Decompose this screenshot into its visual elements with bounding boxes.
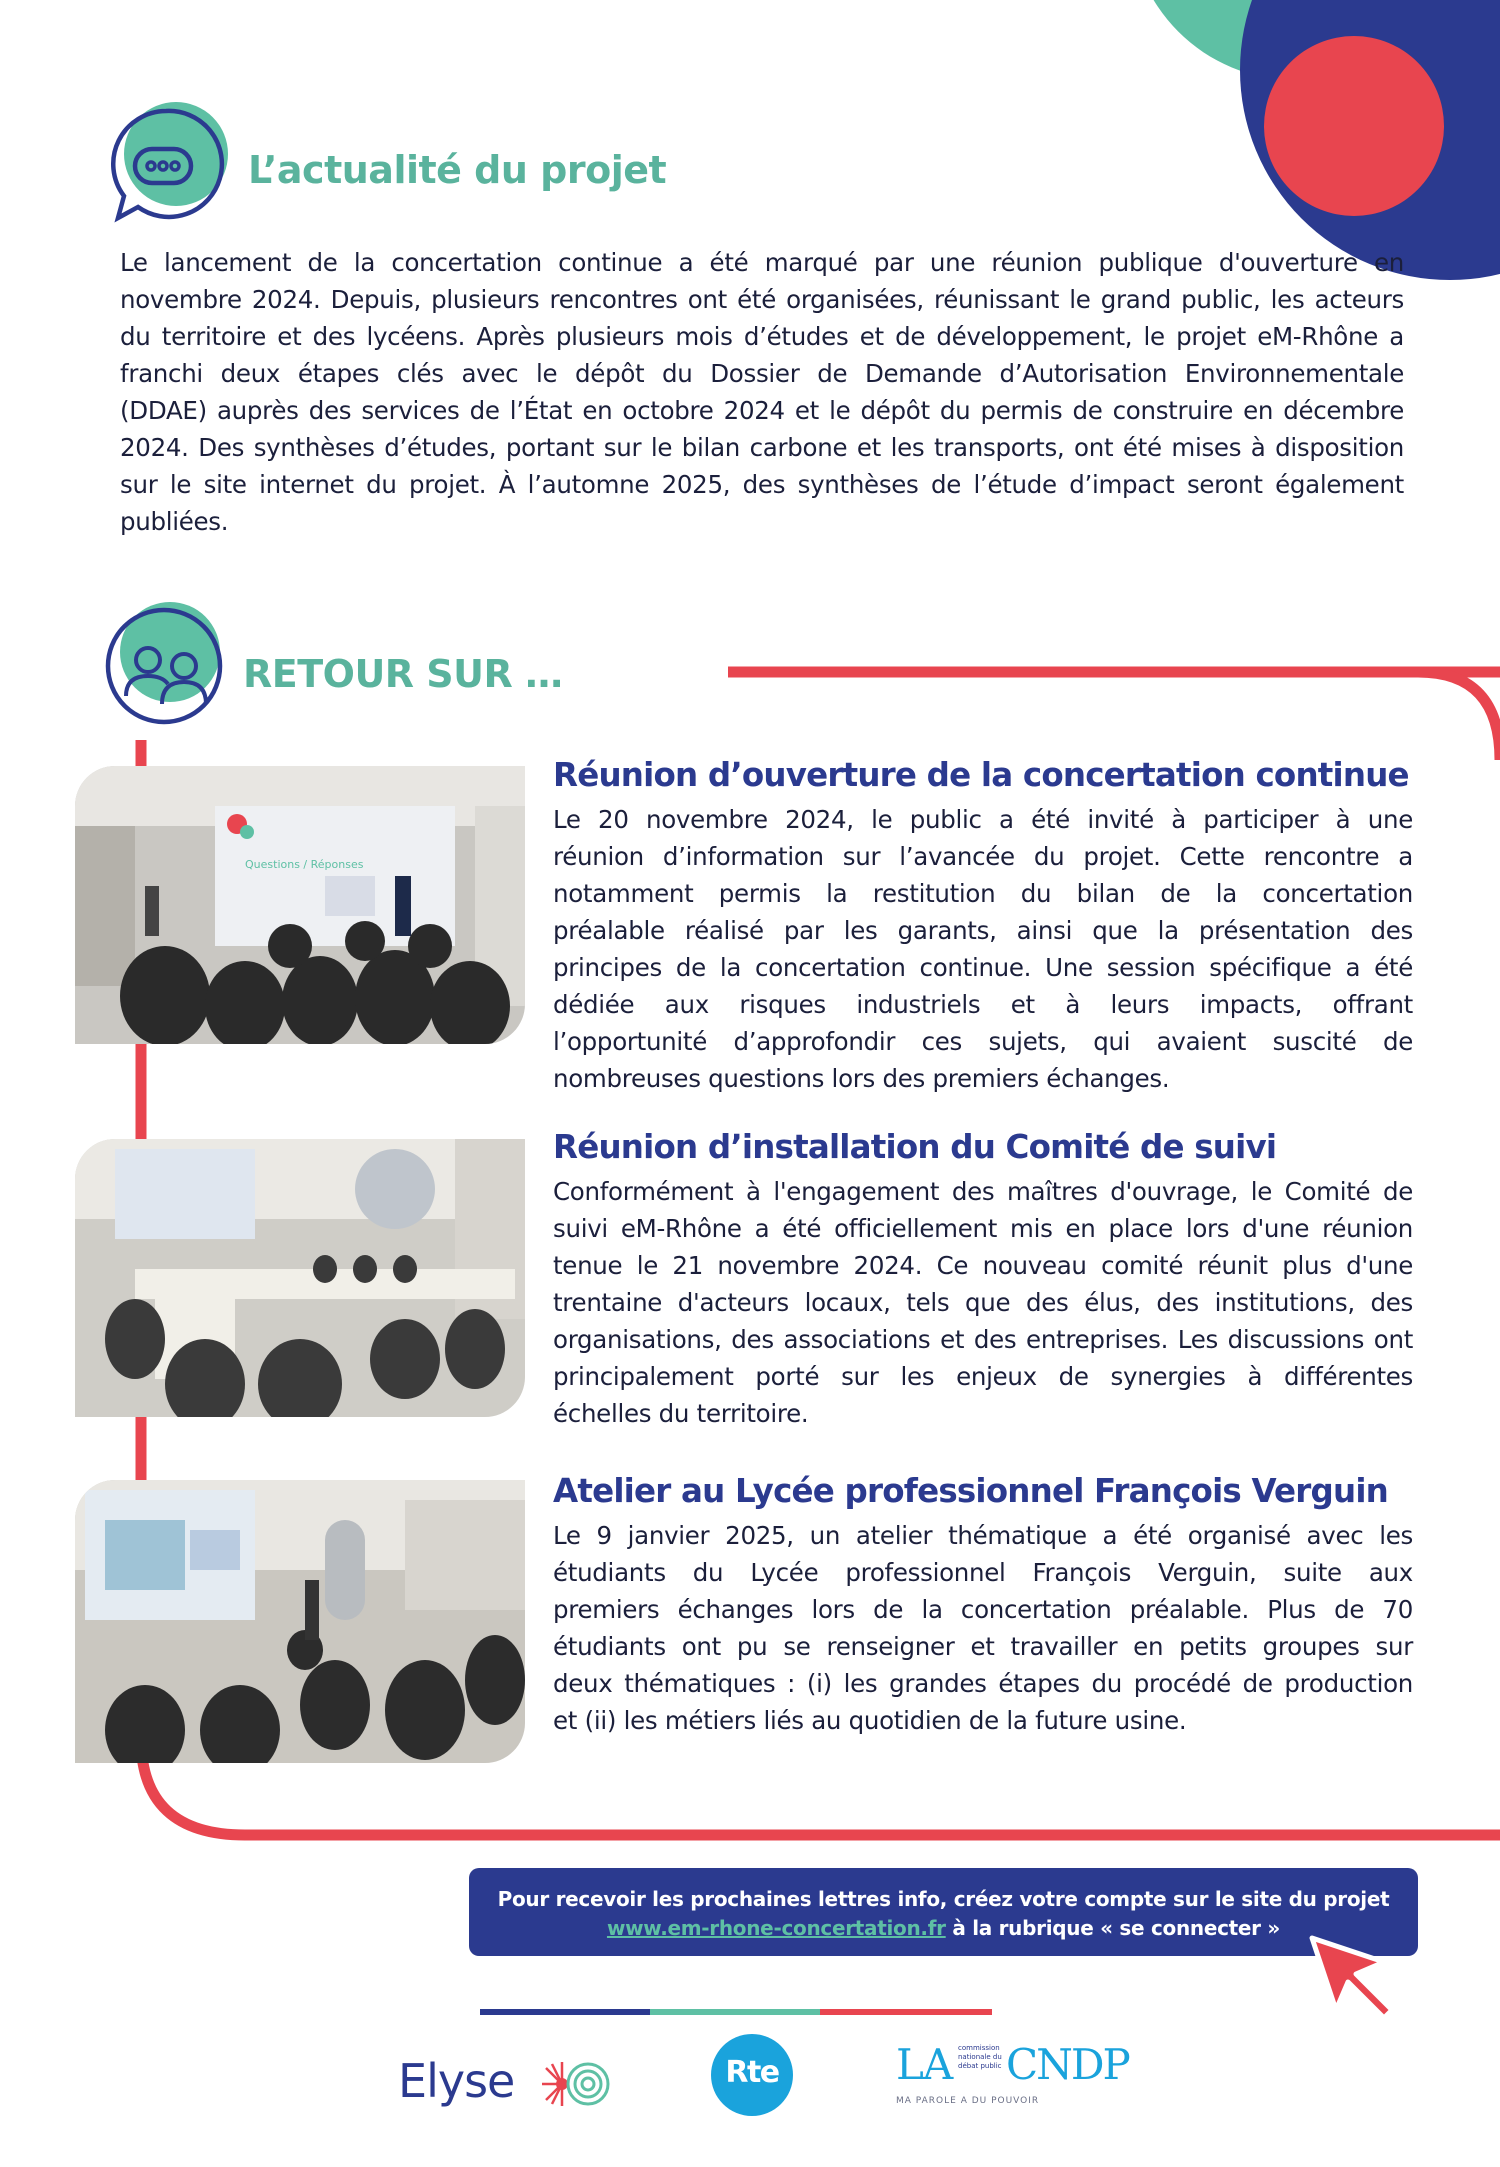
actualite-line: sur le site internet du projet. À l’automne 2025, des synthèses de l’étude d’impact seront également xyxy=(120,470,1404,499)
cta-line-2 xyxy=(469,1914,1418,1943)
item-line: préalable réalisé par les garants, ainsi que la présentation des xyxy=(553,916,1413,945)
cta-line-2-suffix: à la rubrique « se connecter » xyxy=(945,1916,1281,1940)
item-line: l’opportunité d’approfondir ces sujets, qui avaient suscité de xyxy=(553,1027,1413,1056)
item-text-reunion-ouverture xyxy=(553,801,1413,1097)
rte-logo-text: Rte xyxy=(725,2055,779,2090)
item-line: réunion d’information sur l’avancée du projet. Cette rencontre a xyxy=(553,842,1413,871)
footer-bar-teal xyxy=(650,2009,820,2015)
item-text-atelier-lycee xyxy=(553,1517,1413,1739)
actualite-line: 2024. Des synthèses d’études, portant sur le bilan carbone et les transports, ont été mises à disposition xyxy=(120,433,1404,462)
rte-logo xyxy=(711,2034,793,2116)
cndp-tagline: MA PAROLE A DU POUVOIR xyxy=(896,2096,1040,2106)
item-line: principes de la concertation continue. Une session spécifique a été xyxy=(553,953,1413,982)
item-line: nombreuses questions lors des premiers échanges. xyxy=(553,1064,1170,1093)
cndp-small-line: débat public xyxy=(958,2062,1002,2070)
elyse-mark-icon xyxy=(538,2054,614,2114)
cta-link[interactable]: www.em-rhone-concertation.fr xyxy=(606,1916,946,1940)
item-line: suivi eM-Rhône a été officiellement mis en place lors d'une réunion xyxy=(553,1214,1413,1243)
people-icon xyxy=(104,600,230,726)
item-line: Conformément à l'engagement des maîtres d'ouvrage, le Comité de xyxy=(553,1177,1413,1206)
actualite-line: novembre 2024. Depuis, plusieurs rencontres ont été organisées, réunissant le grand public, les acteurs xyxy=(120,285,1404,314)
item-title-comite-suivi: Réunion d’installation du Comité de suivi xyxy=(553,1128,1277,1166)
photo-comite-suivi xyxy=(75,1139,525,1417)
item-line: Le 20 novembre 2024, le public a été invité à participer à une xyxy=(553,805,1413,834)
elyse-logo-text: Elyse xyxy=(398,2054,515,2108)
item-line: dédiée aux risques industriels et à leurs impacts, offrant xyxy=(553,990,1413,1019)
slide-text: Questions / Réponses xyxy=(245,858,364,871)
cta-line-1: Pour recevoir les prochaines lettres info, créez votre compte sur le site du projet xyxy=(497,1887,1390,1911)
cndp-small-text xyxy=(958,2044,1002,2071)
item-line: principalement porté sur les enjeux de synergies à différentes xyxy=(553,1362,1413,1391)
cursor-arrow-icon xyxy=(1304,1930,1404,2030)
item-line: tenue le 21 novembre 2024. Ce nouveau comité réunit plus d'une xyxy=(553,1251,1413,1280)
item-line: notamment permis la restitution du bilan de la concertation xyxy=(553,879,1413,908)
item-line: organisations, des associations et des entreprises. Les discussions ont xyxy=(553,1325,1413,1354)
item-line: étudiants ont pu se renseigner et travailler en petits groupes sur xyxy=(553,1632,1413,1661)
item-line: deux thématiques : (i) les grandes étapes du procédé de production xyxy=(553,1669,1413,1698)
cndp-small-line: nationale du xyxy=(958,2053,1002,2061)
cndp-la: LA xyxy=(896,2040,953,2089)
item-line: étudiants du Lycée professionnel François Verguin, suite aux xyxy=(553,1558,1413,1587)
cndp-small-line: commission xyxy=(958,2044,1000,2052)
item-line: trentaine d'acteurs locaux, tels que des élus, des institutions, des xyxy=(553,1288,1413,1317)
item-title-reunion-ouverture: Réunion d’ouverture de la concertation continue xyxy=(553,756,1409,794)
item-line: Le 9 janvier 2025, un atelier thématique a été organisé avec les xyxy=(553,1521,1413,1550)
actualite-line: Le lancement de la concertation continue a été marqué par une réunion publique d'ouverture en xyxy=(120,248,1404,277)
cndp-logo xyxy=(896,2040,1136,2120)
newsletter-cta-box xyxy=(469,1868,1418,1956)
footer-bar-red xyxy=(820,2009,992,2015)
item-title-atelier-lycee: Atelier au Lycée professionnel François Verguin xyxy=(553,1472,1388,1510)
item-line: premiers échanges lors de la concertation préalable. Plus de 70 xyxy=(553,1595,1413,1624)
item-text-comite-suivi xyxy=(553,1173,1413,1432)
actualite-line: (DDAE) auprès des services de l’État en octobre 2024 et le dépôt du permis de construire en décembre xyxy=(120,396,1404,425)
item-line: et (ii) les métiers liés au quotidien de la future usine. xyxy=(553,1706,1187,1735)
elyse-logo xyxy=(398,2046,618,2116)
retour-title: RETOUR SUR … xyxy=(243,652,563,696)
photo-atelier-lycee xyxy=(75,1480,525,1763)
cndp-name: CNDP xyxy=(1006,2040,1129,2089)
item-line: échelles du territoire. xyxy=(553,1399,809,1428)
footer-bar-navy xyxy=(480,2009,650,2015)
actualite-line: publiées. xyxy=(120,507,229,536)
actualite-title: L’actualité du projet xyxy=(248,148,667,192)
actualite-line: du territoire et des lycéens. Après plusieurs mois d’études et de développement, le projet eM-Rhône a xyxy=(120,322,1404,351)
actualite-line: franchi deux étapes clés avec le dépôt du Dossier de Demande d’Autorisation Environnementale xyxy=(120,359,1404,388)
photo-reunion-ouverture xyxy=(75,766,525,1044)
